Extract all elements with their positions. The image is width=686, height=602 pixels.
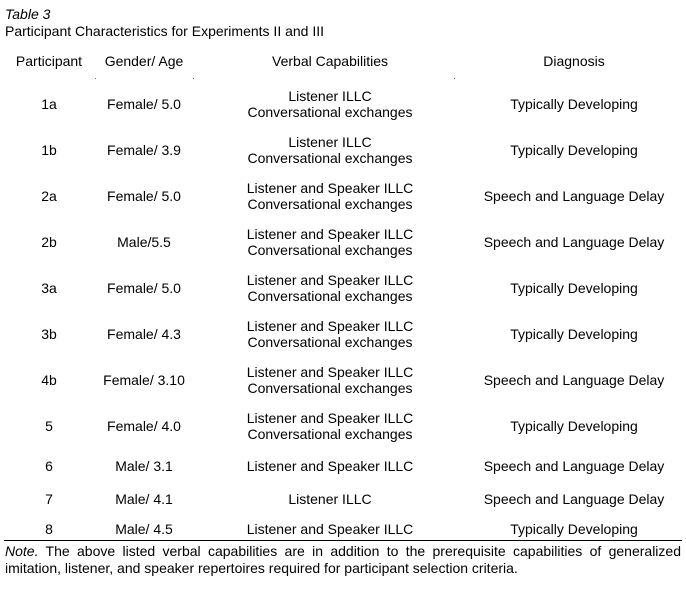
- participant-cell: 3b: [41, 326, 57, 342]
- header-participant: Participant: [15, 53, 83, 69]
- header-dot: [454, 78, 455, 79]
- table-row: [4, 311, 682, 357]
- note-text: The above listed verbal capabilities are in addition to the prerequisite capabilities of generalized imitation, listener, and speaker repertoires required for participant selection criteria.: [5, 543, 681, 576]
- table-row: [4, 482, 682, 515]
- verbal-capability-line: Listener and Speaker ILLC: [246, 457, 414, 474]
- header-gender-age: Gender/ Age: [104, 53, 184, 69]
- diagnosis-cell: Speech and Language Delay: [483, 372, 665, 388]
- diagnosis-cell: Typically Developing: [510, 96, 638, 112]
- participant-cell: 5: [45, 418, 53, 434]
- verbal-capability-line: Conversational exchanges: [247, 104, 413, 120]
- header-verbal-capabilities: Verbal Capabilities: [272, 53, 388, 69]
- verbal-capabilities-cell: [194, 219, 466, 265]
- verbal-capability-line: Listener and Speaker ILLC: [246, 272, 414, 288]
- verbal-capability-line: Conversational exchanges: [247, 334, 413, 350]
- table-title: Participant Characteristics for Experiments II and III: [5, 23, 325, 39]
- table-row: [4, 173, 682, 219]
- verbal-capabilities-cell: [194, 357, 466, 403]
- table-row: [4, 403, 682, 449]
- participant-cell: 3a: [41, 280, 57, 296]
- verbal-capabilities-cell: [194, 127, 466, 173]
- diagnosis-cell: Typically Developing: [510, 326, 638, 342]
- header-dot: [95, 78, 96, 79]
- verbal-capability-line: Listener and Speaker ILLC: [246, 226, 414, 242]
- verbal-capability-line: Conversational exchanges: [247, 426, 413, 442]
- header-diagnosis: Diagnosis: [543, 53, 605, 69]
- participant-cell: 2b: [41, 234, 57, 250]
- verbal-capability-line: Listener and Speaker ILLC: [246, 318, 414, 334]
- verbal-capability-line: Listener and Speaker ILLC: [246, 180, 414, 196]
- gender-age-cell: Male/ 4.5: [115, 521, 173, 537]
- gender-age-cell: Male/ 3.1: [115, 457, 173, 474]
- gender-age-cell: Male/5.5: [117, 234, 171, 250]
- table-row: [4, 357, 682, 403]
- diagnosis-cell: Typically Developing: [510, 418, 638, 434]
- gender-age-cell: Female/ 5.0: [107, 188, 181, 204]
- gender-age-cell: Female/ 4.3: [107, 326, 181, 342]
- verbal-capabilities-cell: [194, 173, 466, 219]
- verbal-capability-line: Listener and Speaker ILLC: [246, 364, 414, 380]
- table-note: [5, 543, 681, 577]
- note-label: Note.: [5, 543, 39, 559]
- verbal-capabilities-cell: [194, 403, 466, 449]
- gender-age-cell: Female/ 4.0: [107, 418, 181, 434]
- participant-cell: 1a: [41, 96, 57, 112]
- diagnosis-cell: Speech and Language Delay: [483, 490, 665, 507]
- table-row: [4, 515, 682, 543]
- diagnosis-cell: Speech and Language Delay: [483, 234, 665, 250]
- verbal-capability-line: Conversational exchanges: [247, 380, 413, 396]
- gender-age-cell: Female/ 3.10: [103, 372, 185, 388]
- participant-cell: 7: [45, 490, 53, 507]
- diagnosis-cell: Speech and Language Delay: [483, 188, 665, 204]
- gender-age-cell: Female/ 3.9: [107, 142, 181, 158]
- verbal-capability-line: Listener ILLC: [288, 88, 372, 104]
- diagnosis-cell: Speech and Language Delay: [483, 457, 665, 474]
- table-row: [4, 265, 682, 311]
- verbal-capability-line: Conversational exchanges: [247, 196, 413, 212]
- table-row: [4, 219, 682, 265]
- verbal-capabilities-cell: [194, 311, 466, 357]
- table-bottom-rule: [4, 540, 682, 541]
- verbal-capability-line: Listener and Speaker ILLC: [246, 410, 414, 426]
- table-row: [4, 81, 682, 127]
- header-dot: [193, 78, 194, 79]
- verbal-capabilities-cell: [194, 482, 466, 515]
- participant-cell: 2a: [41, 188, 57, 204]
- verbal-capability-line: Conversational exchanges: [247, 242, 413, 258]
- verbal-capability-line: Listener ILLC: [288, 490, 372, 507]
- verbal-capability-line: Listener and Speaker ILLC: [246, 521, 414, 537]
- verbal-capabilities-cell: [194, 265, 466, 311]
- verbal-capabilities-cell: [194, 449, 466, 482]
- participant-cell: 6: [45, 457, 53, 474]
- table-label: Table 3: [5, 6, 51, 22]
- participant-table: [4, 47, 682, 543]
- verbal-capabilities-cell: [194, 515, 466, 543]
- table-row: [4, 449, 682, 482]
- table-body: [4, 81, 682, 543]
- diagnosis-cell: Typically Developing: [510, 142, 638, 158]
- verbal-capability-line: Conversational exchanges: [247, 288, 413, 304]
- participant-cell: 4b: [41, 372, 57, 388]
- gender-age-cell: Female/ 5.0: [107, 280, 181, 296]
- gender-age-cell: Male/ 4.1: [115, 490, 173, 507]
- gender-age-cell: Female/ 5.0: [107, 96, 181, 112]
- table-header-row: [4, 47, 682, 81]
- table-row: [4, 127, 682, 173]
- diagnosis-cell: Typically Developing: [510, 280, 638, 296]
- participant-cell: 8: [45, 521, 53, 537]
- diagnosis-cell: Typically Developing: [510, 521, 638, 537]
- verbal-capability-line: Conversational exchanges: [247, 150, 413, 166]
- verbal-capability-line: Listener ILLC: [288, 134, 372, 150]
- participant-cell: 1b: [41, 142, 57, 158]
- verbal-capabilities-cell: [194, 81, 466, 127]
